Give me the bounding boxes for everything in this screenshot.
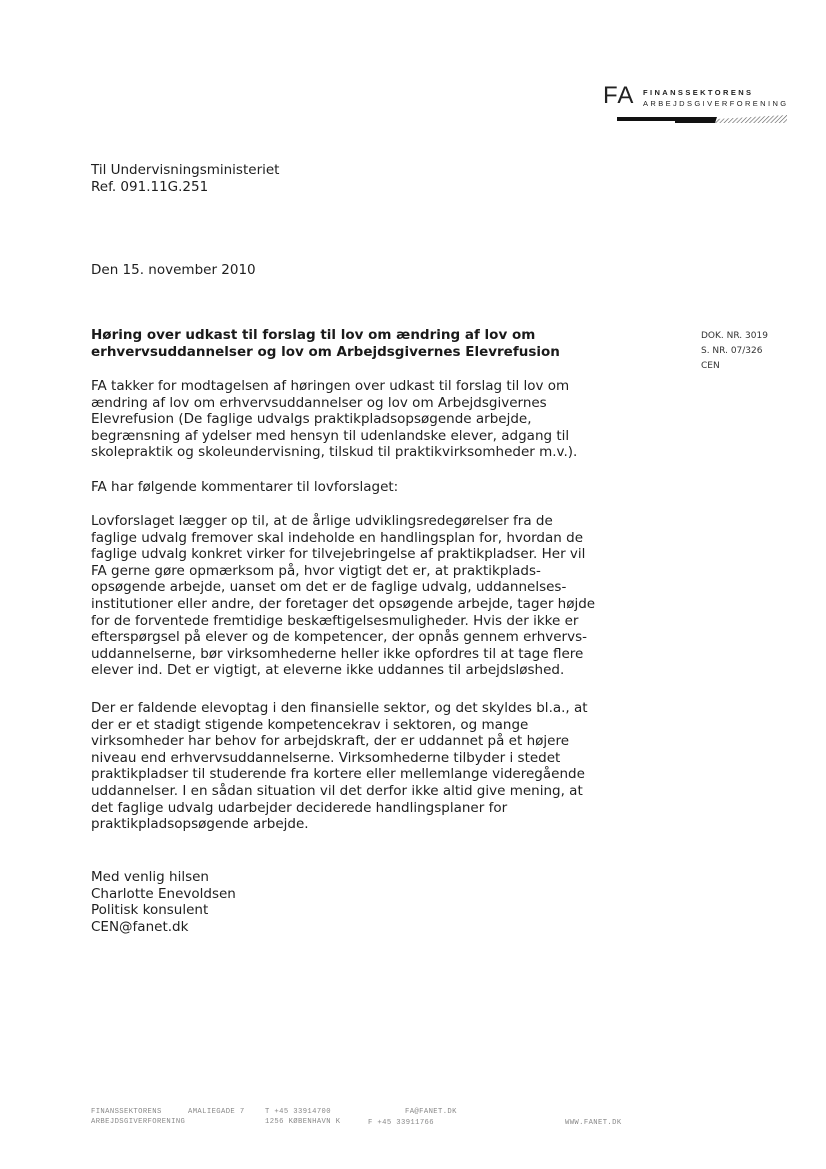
footer-email-link[interactable]: FA@FANET.DK — [405, 1108, 457, 1116]
text-line: Elevrefusion (De faglige udvalgs praktikpladsopsøgende arbejde, — [91, 411, 532, 428]
text-line: uddannelser. I en sådan situation vil det derfor ikke altid give mening, at — [91, 782, 583, 799]
body-paragraph-3 — [91, 513, 595, 679]
signer-name: Charlotte Enevoldsen — [91, 885, 236, 902]
text-line: virksomheder har behov for arbejdskraft, der er uddannet på et højere — [91, 733, 569, 750]
text-line: Der er faldende elevoptag i den finansielle sektor, og det skyldes bl.a., at — [91, 700, 588, 716]
footer-organization — [91, 1107, 185, 1127]
body-paragraph-4 — [91, 700, 588, 833]
text-line: begrænsning af ydelser med hensyn til udenlandske elever, adgang til — [91, 427, 570, 444]
text-line: for de forventede fremtidige beskæftigelsesmuligheder. Hvis der ikke er — [91, 612, 579, 629]
body-paragraph-1 — [91, 378, 577, 461]
text-line: FA har følgende kommentarer til lovforslaget: — [91, 479, 399, 495]
text-line: praktikpladsopsøgende arbejde. — [91, 816, 309, 833]
text-line: faglige udvalg fremover skal indeholde en handlingsplan for, hvordan de — [91, 529, 583, 546]
logo-bar-graphic — [617, 115, 787, 125]
text-line: praktikpladser til studerende fra kortere eller mellemlange videregående — [91, 766, 585, 783]
logo-org-line1: FINANSSEKTORENS — [643, 88, 754, 97]
footer-city: 1256 KØBENHAVN K — [265, 1118, 341, 1126]
text-line: elever ind. Det er vigtigt, at eleverne ikke uddannes til arbejdsløshed. — [91, 662, 565, 679]
text-line: opsøgende arbejde, uanset om det er de faglige udvalg, uddannelses- — [91, 579, 567, 596]
subject-heading — [91, 327, 560, 361]
addressee-line: Til Undervisningsministeriet — [91, 162, 280, 178]
text-line: der er et stadigt stigende kompetencekrav i sektoren, og mange — [91, 716, 529, 733]
addressee-block — [91, 162, 279, 195]
reference-line: Ref. 091.11G.251 — [91, 178, 209, 195]
text-line: det faglige udvalg udarbejder deciderede handlingsplaner for — [91, 799, 508, 816]
text-line: efterspørgsel på elever og de kompetencer, der opnås gennem erhvervs- — [91, 629, 587, 646]
text-line: FA takker for modtagelsen af høringen over udkast til forslag til lov om — [91, 378, 570, 394]
footer-org-line: ARBEJDSGIVERFORENING — [91, 1118, 186, 1126]
text-line: skolepraktik og skoleundervisning, tilskud til praktikvirksomheder m.v.). — [91, 444, 578, 461]
text-line: uddannelserne, bør virksomhederne heller ikke opfordres til at tage flere — [91, 645, 584, 662]
body-paragraph-2 — [91, 479, 398, 496]
footer-org-line: FINANSSEKTORENS — [91, 1108, 162, 1116]
footer-phone: T +45 33914700 — [265, 1108, 331, 1116]
signer-title: Politisk konsulent — [91, 902, 209, 919]
author-initials: CEN — [701, 361, 720, 371]
text-line: faglige udvalg konkret virker for tilvejebringelse af praktikpladser. Her vil — [91, 546, 586, 563]
document-number: DOK. NR. 3019 — [701, 331, 768, 341]
subject-line: Høring over udkast til forslag til lov om ændring af lov om — [91, 327, 536, 343]
footer-website-link[interactable]: WWW.FANET.DK — [565, 1119, 622, 1127]
text-line: ændring af lov om erhvervsuddannelser og lov om Arbejdsgivernes — [91, 394, 547, 411]
salutation: Med venlig hilsen — [91, 869, 209, 885]
text-line: FA gerne gøre opmærksom på, hvor vigtigt det er, at praktikplads- — [91, 562, 541, 579]
document-reference-sidebar — [701, 329, 768, 374]
logo-mark: FA — [603, 82, 635, 109]
case-number: S. NR. 07/326 — [701, 346, 763, 356]
subject-line: erhvervsuddannelser og lov om Arbejdsgivernes Elevrefusion — [91, 344, 560, 360]
logo-org-line2: ARBEJDSGIVERFORENING — [643, 99, 789, 108]
letter-date: Den 15. november 2010 — [91, 262, 256, 278]
footer-phone-city — [265, 1107, 340, 1127]
text-line: niveau end erhvervsuddannelserne. Virksomhederne tilbyder i stedet — [91, 749, 561, 766]
signer-email-link[interactable]: CEN@fanet.dk — [91, 918, 189, 935]
footer-street: AMALIEGADE 7 — [188, 1108, 245, 1116]
text-line: Lovforslaget lægger op til, at de årlige udviklingsredegørelser fra de — [91, 513, 553, 529]
signature-block — [91, 869, 236, 935]
text-line: institutioner eller andre, der foretager det opsøgende arbejde, tager højde — [91, 595, 596, 612]
footer-fax: F +45 33911766 — [368, 1119, 434, 1127]
